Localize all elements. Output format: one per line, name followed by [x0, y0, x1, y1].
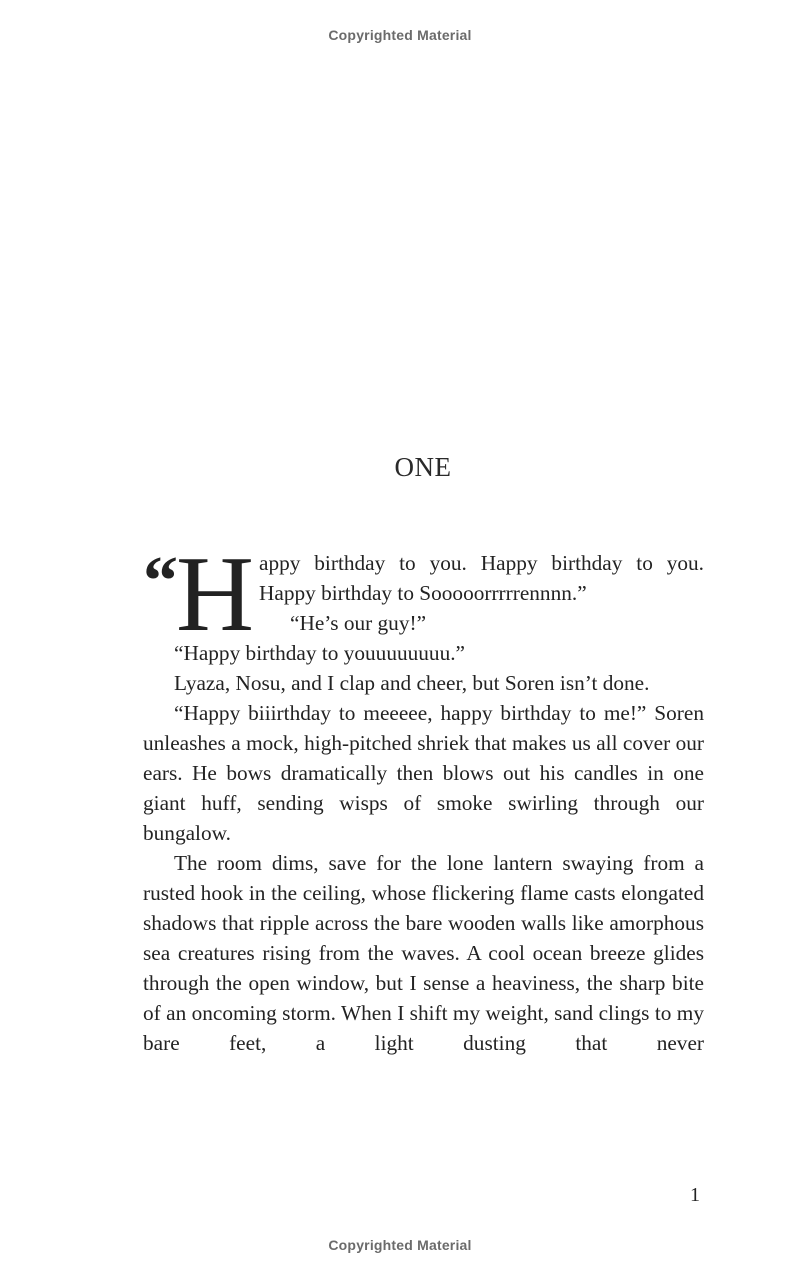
paragraph: “Happy birthday to youuuuuuuu.”	[174, 641, 466, 665]
paragraph: “Happy biiirthday to meeeee, happy birthday to me!” Soren unleashes a mock, high-pitched shriek that makes us all cover our ears. He bows dramatically then blows out his candles in one giant huff, sending wisps of smoke swirling through our bungalow.	[143, 701, 704, 845]
chapter-body	[143, 535, 704, 1058]
paragraph: “He’s our guy!”	[290, 611, 427, 635]
paragraph: Lyaza, Nosu, and I clap and cheer, but Soren isn’t done.	[174, 671, 650, 695]
opening-text: appy birthday to you. Happy birthday to you. Happy birthday to Sooooorrrrrennnn.”	[259, 551, 704, 605]
drop-cap-quote-mark: “	[143, 543, 174, 620]
copyright-watermark-bottom: Copyrighted Material	[328, 1237, 472, 1253]
copyright-watermark-top: Copyrighted Material	[328, 27, 472, 43]
chapter-title: ONE	[394, 452, 452, 482]
drop-cap	[143, 535, 254, 654]
drop-cap-letter: H	[176, 535, 254, 654]
page-number: 1	[690, 1184, 700, 1206]
paragraph: The room dims, save for the lone lantern swaying from a rusted hook in the ceiling, whose flickering flame casts elongated shadows that ripple across the bare wooden walls like amorphous sea creatures rising from the waves. A cool ocean breeze glides through the open window, but I sense a heaviness, the sharp bite of an oncoming storm. When I shift my weight, sand clings to my bare feet, a light dusting that never	[143, 851, 704, 1055]
